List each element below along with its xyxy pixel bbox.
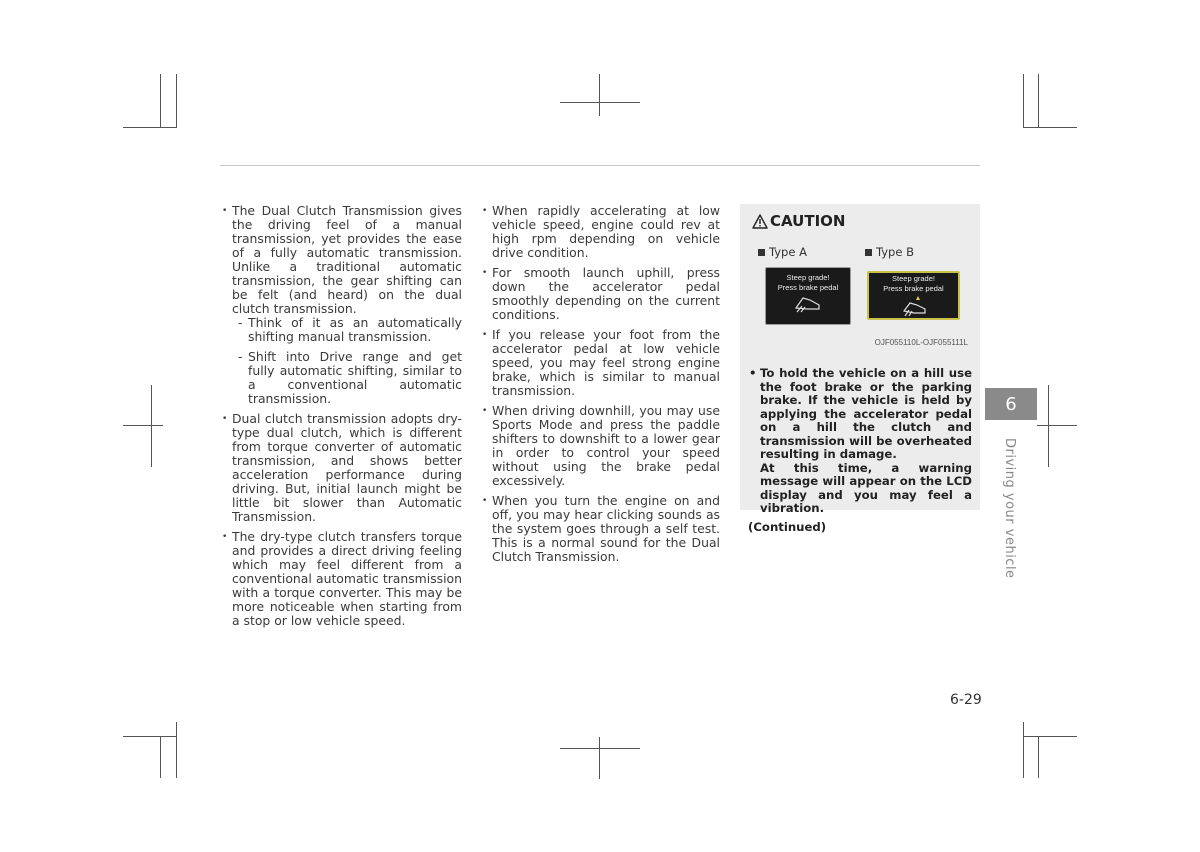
lcd-line: Steep grade! <box>892 274 935 283</box>
chapter-tab: 6 <box>985 388 1037 420</box>
crop-mark <box>176 74 177 128</box>
header-rule <box>220 165 980 166</box>
continued-label: (Continued) <box>748 519 827 534</box>
foot-brake-icon <box>892 295 936 317</box>
crop-mark <box>176 722 177 778</box>
crop-mark <box>1037 425 1077 426</box>
crop-mark <box>1023 74 1024 128</box>
list-item: • If you release your foot from the accelerator pedal at low vehicle speed, you may feel strong engine brake, which is similar to manual transmission. <box>482 328 720 398</box>
caution-paragraph: • To hold the vehicle on a hill use the foot brake or the parking brake. If the vehicle is held by applying the accelerator pedal on a hill the clutch and transmission will be overheated resulting in damage. <box>760 366 972 461</box>
lcd-message <box>766 273 850 293</box>
lcd-line: Press brake pedal <box>883 284 944 293</box>
caution-bullet <box>748 367 972 516</box>
square-bullet-icon <box>865 249 872 256</box>
list-item: • When driving downhill, you may use Sports Mode and press the paddle shifters to downshift to a lower gear in order to control your speed without using the brake pedal excessively. <box>482 404 720 488</box>
list-item: • When rapidly accelerating at low vehicle speed, engine could rev at high rpm depending on vehicle drive condition. <box>482 204 720 260</box>
list-item-text: The Dual Clutch Transmission gives the driving feel of a manual transmission, yet provides the ease of a fully automatic transmission. Unlike a traditional automatic transmission, the gear shifting can be felt (and heard) on the dual clutch transmission. <box>232 203 462 316</box>
image-code: OJF055110L-OJF055111L <box>874 338 968 347</box>
crop-mark <box>1023 127 1077 128</box>
lcd-line: Press brake pedal <box>777 283 839 292</box>
lcd-display-type-a <box>765 267 851 325</box>
list-item <box>222 204 462 406</box>
crop-mark <box>1023 722 1024 778</box>
caution-text <box>748 367 972 534</box>
caution-heading <box>752 212 845 230</box>
sub-list-item: - Think of it as an automatically shifting manual transmission. <box>232 316 462 344</box>
crop-mark <box>160 74 161 128</box>
type-a-label <box>758 245 807 259</box>
crop-mark <box>123 127 177 128</box>
caution-paragraph: At this time, a warning message will appear on the LCD display and you may feel a vibration. <box>760 460 972 515</box>
list-item: • When you turn the engine on and off, you may hear clicking sounds as the system goes through a self test. This is a normal sound for the Dual Clutch Transmission. <box>482 494 720 564</box>
lcd-line: Steep grade! <box>786 273 830 282</box>
text-column-2 <box>482 204 720 570</box>
sub-list-item: - Shift into Drive range and get fully automatic shifting, similar to a conventional automatic transmission. <box>232 350 462 406</box>
square-bullet-icon <box>758 249 765 256</box>
crop-mark <box>599 737 600 779</box>
type-b-text: Type B <box>876 245 914 259</box>
crop-mark <box>1038 74 1039 128</box>
lcd-display-type-b <box>867 271 960 320</box>
crop-mark <box>1048 385 1049 467</box>
crop-mark <box>599 74 600 116</box>
crop-mark <box>123 736 177 737</box>
text-column-1 <box>222 204 462 634</box>
crop-mark <box>560 748 640 749</box>
type-b-label <box>865 245 914 259</box>
caution-box <box>740 204 980 534</box>
chapter-title: Driving your vehicle <box>1002 438 1017 579</box>
crop-mark <box>1023 736 1077 737</box>
list-item: • For smooth launch uphill, press down the accelerator pedal smoothly depending on the current conditions. <box>482 266 720 322</box>
crop-mark <box>560 102 640 103</box>
list-item: • The dry-type clutch transfers torque and provides a direct driving feeling which may feel different from a conventional automatic transmission with a torque converter. This may be more noticeable when starting from a stop or low vehicle speed. <box>222 530 462 628</box>
type-a-text: Type A <box>769 245 807 259</box>
lcd-message <box>869 274 958 294</box>
page-number: 6-29 <box>950 692 982 708</box>
crop-mark <box>123 425 163 426</box>
foot-brake-icon <box>793 294 823 314</box>
crop-mark <box>151 385 152 467</box>
caution-title: CAUTION <box>770 212 846 230</box>
crop-mark <box>1038 736 1039 778</box>
crop-mark <box>160 736 161 778</box>
warning-triangle-icon <box>752 214 768 229</box>
list-item: • Dual clutch transmission adopts dry-type dual clutch, which is different from torque converter of automatic transmission, and shows better acceleration performance during driving. But, initial launch might be little bit slower than Automatic Transmission. <box>222 412 462 524</box>
